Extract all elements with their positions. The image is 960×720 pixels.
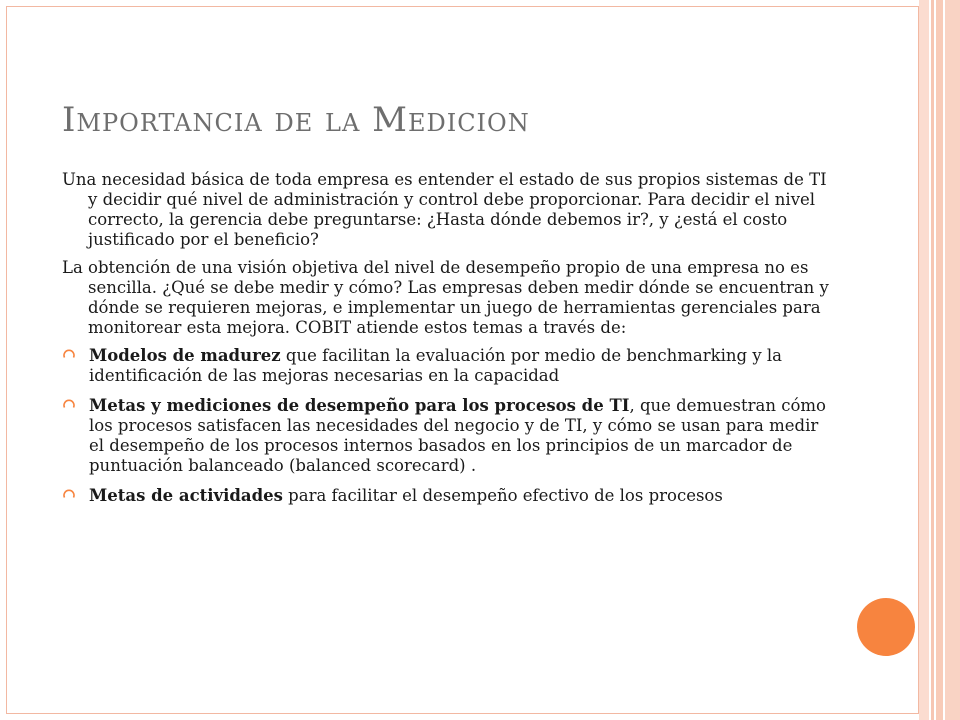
decorative-stripes bbox=[919, 0, 960, 720]
ring-bullet-icon bbox=[62, 398, 76, 412]
bullet-item bbox=[62, 346, 834, 386]
ring-bullet-icon bbox=[62, 348, 76, 362]
bullet-bold-text: Metas y mediciones de desempeño para los procesos de TI bbox=[89, 396, 630, 415]
bullet-bold-text: Modelos de madurez bbox=[89, 346, 281, 365]
bullet-item bbox=[62, 486, 834, 506]
bullet-text: , que demuestran cómo los procesos satisfacen las necesidades del negocio y de TI, y cómo se usan para medir el desempeño de los procesos internos basados en los principios de un marcador de puntuación balanceado (balanced scorecard) . bbox=[89, 396, 826, 475]
bullet-text: que facilitan la evaluación por medio de benchmarking y la identificación de las mejoras necesarias en la capacidad bbox=[89, 346, 782, 385]
paragraph: Una necesidad básica de toda empresa es entender el estado de sus propios sistemas de TI y decidir qué nivel de administración y control debe proporcionar. Para decidir el nivel correcto, la gerencia debe preguntarse: ¿Hasta dónde debemos ir?, y ¿está el costo justificado por el beneficio? bbox=[62, 170, 827, 249]
ring-bullet-icon bbox=[62, 488, 76, 502]
paragraph: La obtención de una visión objetiva del nivel de desempeño propio de una empresa no es sencilla. ¿Qué se debe medir y cómo? Las empresas deben medir dónde se encuentran y dónde se requieren mejoras, e implementar un juego de herramientas gerenciales para monitorear esta mejora. COBIT atiende estos temas a través de: bbox=[62, 258, 829, 337]
slide-title: Importancia de la Medicion bbox=[62, 100, 530, 140]
bullet-bold-text: Metas de actividades bbox=[89, 486, 283, 505]
stripe bbox=[936, 0, 943, 720]
stripe bbox=[919, 0, 929, 720]
stripe bbox=[945, 0, 960, 720]
slide-body bbox=[62, 170, 834, 516]
bullet-text: para facilitar el desempeño efectivo de los procesos bbox=[282, 486, 723, 505]
orange-circle-icon bbox=[857, 598, 915, 656]
bullet-item bbox=[62, 396, 834, 476]
